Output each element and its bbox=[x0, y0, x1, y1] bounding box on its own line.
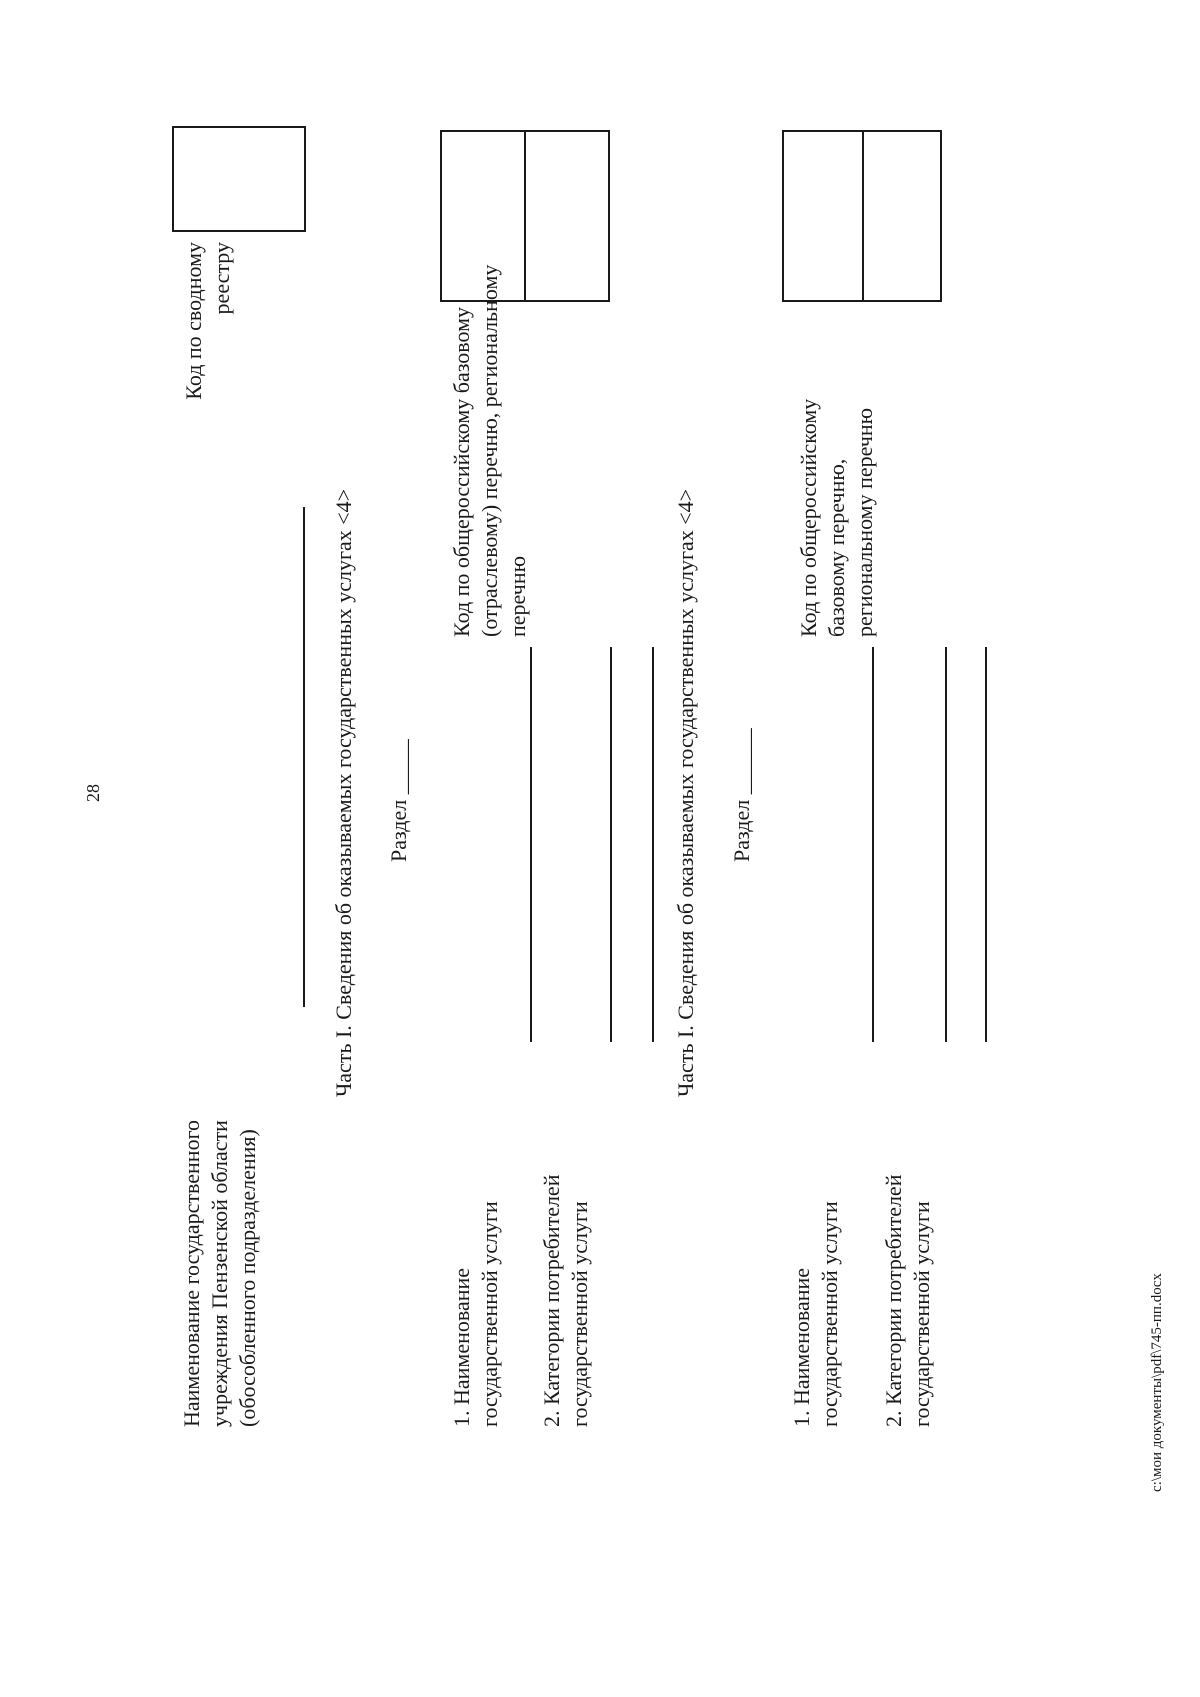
consumers-line-2 bbox=[945, 647, 947, 1042]
part-title-1: Часть I. Сведения об оказываемых государственных услугах <4> bbox=[331, 488, 356, 1097]
institution-label: Наименование государственного учреждения Пензенской области (обособленного подразделения) bbox=[179, 1119, 260, 1427]
page-number: 28 bbox=[83, 784, 103, 802]
section-label-1: Раздел _____ bbox=[386, 739, 411, 862]
consumers-line-2b bbox=[985, 647, 987, 1042]
catalog-code-label-2: Код по общероссийскому базовому перечню, региональному перечню bbox=[796, 398, 877, 637]
footer-file-path: c:\мои документы\pdf\745-пп.docx bbox=[1149, 1273, 1165, 1492]
consumers-line-1b bbox=[652, 647, 654, 1042]
consumers-line-1 bbox=[610, 647, 612, 1042]
service-name-label-2: 1. Наименование государственной услуги bbox=[789, 1201, 842, 1427]
registry-code-label: Код по сводному реестру bbox=[181, 242, 234, 400]
registry-code-box[interactable] bbox=[172, 126, 306, 232]
catalog-code-box-2[interactable] bbox=[782, 130, 942, 302]
institution-name-line bbox=[303, 507, 305, 1007]
section-label-2: Раздел ______ bbox=[729, 728, 754, 862]
catalog-code-box-1[interactable] bbox=[440, 130, 610, 302]
catalog-code-label-1: Код по общероссийскому базовому (отраслевому) перечню, региональному перечню bbox=[449, 264, 530, 637]
consumers-label-2: 2. Категории потребителей государственной услуги bbox=[881, 1174, 934, 1427]
catalog-code-box-divider-1 bbox=[524, 132, 526, 300]
consumers-label-1: 2. Категории потребителей государственной услуги bbox=[539, 1174, 592, 1427]
service-name-label-1: 1. Наименование государственной услуги bbox=[449, 1201, 502, 1427]
service-name-line-1 bbox=[530, 647, 532, 1042]
part-title-2: Часть I. Сведения об оказываемых государственных услугах <4> bbox=[673, 488, 698, 1097]
catalog-code-box-divider-2 bbox=[862, 132, 864, 300]
service-name-line-2 bbox=[872, 647, 874, 1042]
